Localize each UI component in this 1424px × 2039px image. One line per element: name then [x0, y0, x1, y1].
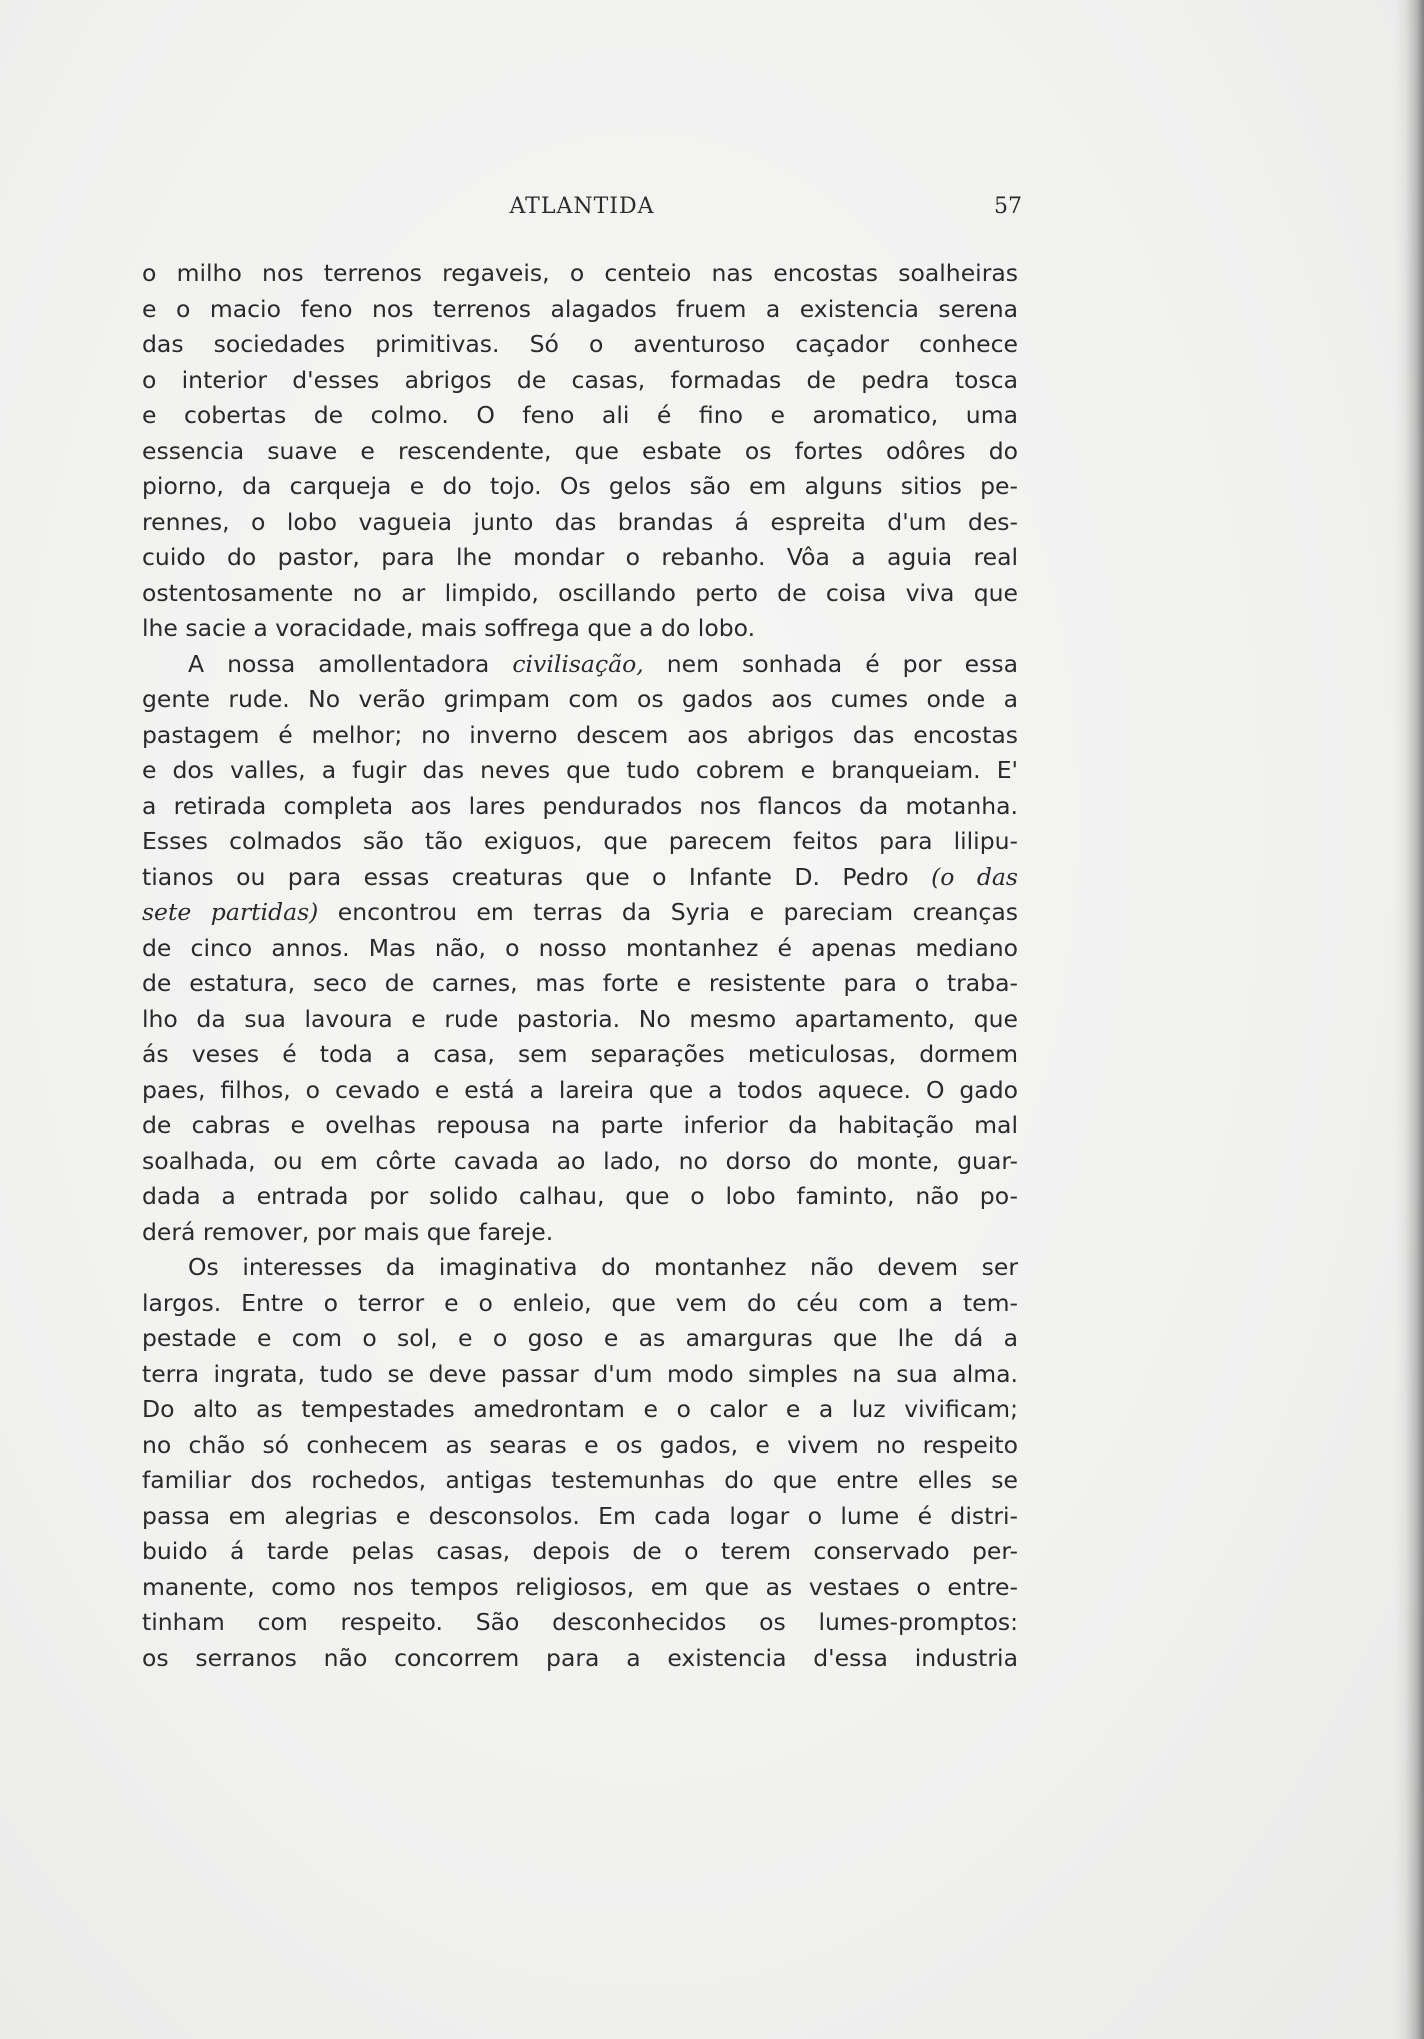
text-line: terra ingrata, tudo se deve passar d'um modo simples na sua alma.	[142, 1359, 1018, 1388]
text-line: dada a entrada por solido calhau, que o lobo faminto, não po-	[142, 1182, 1018, 1210]
text-line: no chão só conhecem as searas e os gados, e vivem no respeito	[142, 1430, 1018, 1459]
italic-term: civilisação,	[512, 649, 644, 678]
text-line: Esses colmados são tão exiguos, que parecem feitos para lilipu-	[142, 827, 1018, 855]
text-line: tinham com respeito. São desconhecidos os lumes-promptos:	[142, 1608, 1018, 1636]
text-line: de cabras e ovelhas repousa na parte inferior da habitação mal	[142, 1111, 1018, 1139]
page-number: 57	[994, 194, 1022, 219]
text-line: os serranos não concorrem para a existencia d'essa industria	[142, 1643, 1018, 1672]
italic-term: sete partidas)	[142, 898, 319, 926]
italic-term: (o das	[931, 862, 1018, 891]
text-line: manente, como nos tempos religiosos, em que as vestaes o entre-	[142, 1572, 1018, 1601]
text-line: pastagem é melhor; no inverno descem aos abrigos das encostas	[142, 720, 1018, 749]
body-text	[142, 256, 1018, 1676]
text-line: ostentosamente no ar limpido, oscillando perto de coisa viva que	[142, 578, 1018, 607]
text-segment: encontrou em terras da Syria e pareciam creanças	[337, 898, 1018, 926]
text-line	[142, 860, 1018, 896]
running-title: ATLANTIDA	[509, 194, 655, 219]
text-line: e cobertas de colmo. O feno ali é fino e aromatico, uma	[142, 401, 1018, 429]
text-line: cuido do pastor, para lhe mondar o rebanho. Vôa a aguia real	[142, 543, 1018, 571]
text-line: Do alto as tempestades amedrontam e o calor e a luz vivificam;	[142, 1395, 1018, 1423]
text-line: piorno, da carqueja e do tojo. Os gelos são em alguns sitios pe-	[142, 472, 1018, 500]
text-segment: tianos ou para essas creaturas que o Infante D. Pedro	[142, 862, 909, 891]
text-line: das sociedades primitivas. Só o aventuroso caçador conhece	[142, 330, 1018, 358]
text-line: e o macio feno nos terrenos alagados fruem a existencia serena	[142, 294, 1018, 323]
text-line	[142, 647, 1018, 683]
text-line: de cinco annos. Mas não, o nosso montanhez é apenas mediano	[142, 933, 1018, 962]
text-line: a retirada completa aos lares pendurados nos flancos da motanha.	[142, 791, 1018, 820]
page-edge-shadow	[1394, 0, 1424, 2039]
text-line: Os interesses da imaginativa do montanhez não devem ser	[188, 1253, 1018, 1281]
text-line: soalhada, ou em côrte cavada ao lado, no dorso do monte, guar-	[142, 1146, 1018, 1175]
text-line: paes, filhos, o cevado e está a lareira que a todos aquece. O gado	[142, 1075, 1018, 1104]
text-line: o milho nos terrenos regaveis, o centeio nas encostas soalheiras	[142, 259, 1018, 287]
text-line: de estatura, seco de carnes, mas forte e resistente para o traba-	[142, 969, 1018, 997]
text-segment: A nossa amollentadora	[188, 649, 490, 678]
text-line	[142, 895, 1018, 931]
text-line: largos. Entre o terror e o enleio, que vem do céu com a tem-	[142, 1288, 1018, 1317]
text-line: ás veses é toda a casa, sem separações meticulosas, dormem	[142, 1040, 1018, 1068]
text-line: gente rude. No verão grimpam com os gados aos cumes onde a	[142, 685, 1018, 713]
text-line: buido á tarde pelas casas, depois de o terem conservado per-	[142, 1537, 1018, 1565]
text-line: passa em alegrias e desconsolos. Em cada logar o lume é distri-	[142, 1501, 1018, 1530]
text-segment: nem sonhada é por essa	[666, 649, 1018, 678]
page-header	[142, 194, 1022, 228]
text-line: pestade e com o sol, e o goso e as amarguras que lhe dá a	[142, 1324, 1018, 1352]
text-line: familiar dos rochedos, antigas testemunhas do que entre elles se	[142, 1466, 1018, 1494]
paragraph-end-line: lhe sacie a voracidade, mais soffrega que a do lobo.	[142, 614, 756, 642]
text-line: rennes, o lobo vagueia junto das brandas á espreita d'um des-	[142, 507, 1018, 536]
text-line: o interior d'esses abrigos de casas, formadas de pedra tosca	[142, 365, 1018, 394]
text-line: lho da sua lavoura e rude pastoria. No mesmo apartamento, que	[142, 1004, 1018, 1033]
paragraph-end-line: derá remover, por mais que fareje.	[142, 1217, 554, 1246]
text-line: essencia suave e rescendente, que esbate os fortes odôres do	[142, 436, 1018, 465]
text-line: e dos valles, a fugir das neves que tudo cobrem e branqueiam. E'	[142, 756, 1018, 784]
